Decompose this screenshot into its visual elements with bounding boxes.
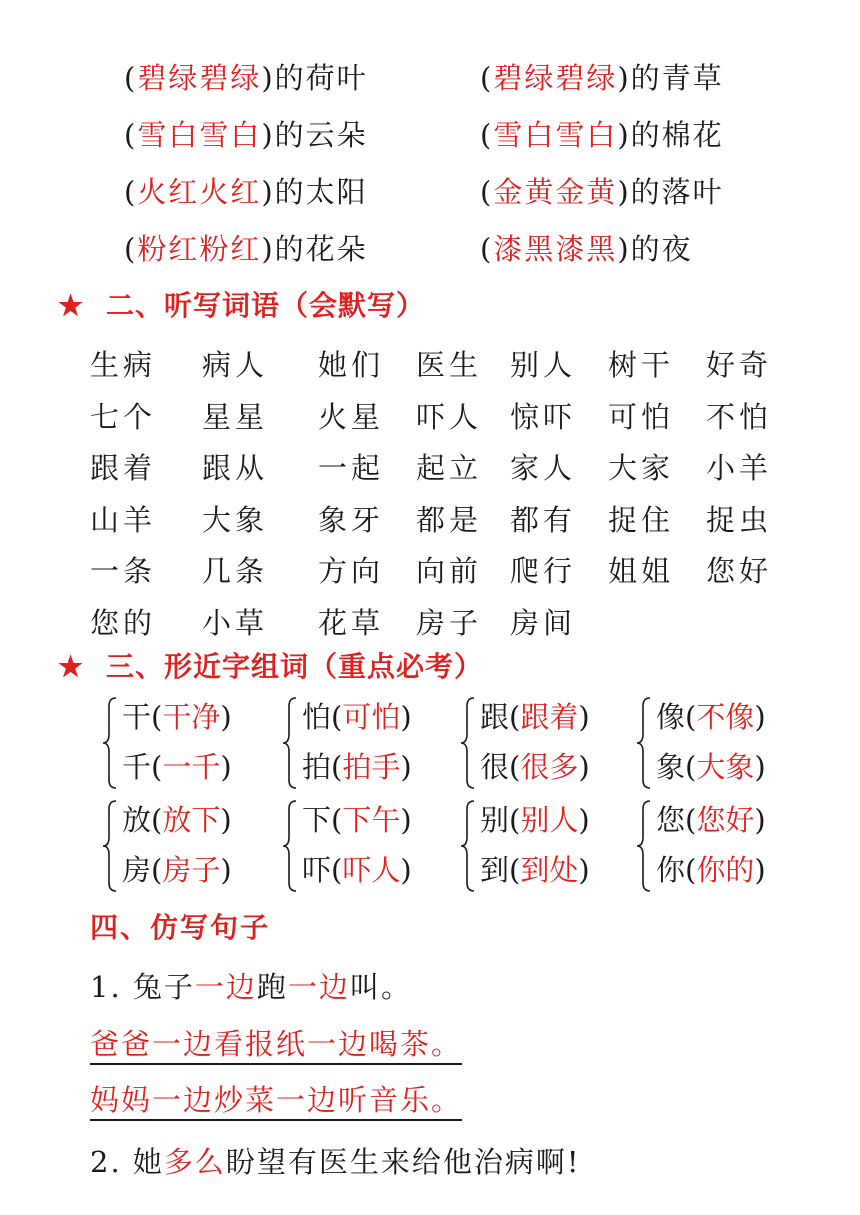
paren-open: ( (151, 700, 163, 734)
section-3-title: 三、形近字组词（重点必考） (106, 650, 484, 683)
phrase-answer: 火红火红 (137, 175, 262, 209)
dictation-word: 大家 (608, 451, 675, 486)
brace-icon (102, 799, 118, 893)
pair-line (302, 742, 412, 792)
pair-answer-word: 拍手 (342, 750, 401, 784)
phrase-rest: )的夜 (617, 232, 693, 266)
pair-line (656, 795, 766, 845)
phrase-answer: 雪白雪白 (493, 118, 618, 152)
word-row (90, 596, 810, 648)
dictation-word: 房间 (510, 605, 577, 640)
phrase-item (480, 172, 724, 212)
phrase-open: ( (124, 118, 138, 152)
word-row (90, 493, 810, 545)
word-row (90, 544, 810, 596)
word-row (90, 390, 810, 442)
pair-answer-word: 你的 (696, 853, 755, 887)
answer-line-1 (90, 1022, 462, 1063)
dictation-word: 小羊 (706, 451, 773, 486)
sentence-text: 她 (132, 1145, 164, 1179)
phrase-open: ( (124, 175, 138, 209)
example-sentence-2 (90, 1140, 581, 1181)
dictation-word: 星星 (202, 399, 269, 434)
sentence-text: 盼望有医生来给他治病啊! (225, 1145, 581, 1179)
pair-character: 到 (480, 853, 510, 887)
dictation-word: 树干 (608, 348, 675, 383)
brace-icon (102, 696, 118, 790)
pair-character: 像 (656, 700, 686, 734)
phrase-open: ( (480, 232, 494, 266)
pair-character: 房 (122, 853, 152, 887)
phrase-open: ( (124, 61, 138, 95)
word-row (90, 338, 810, 390)
answer-line-2 (90, 1078, 462, 1119)
dictation-word: 一条 (90, 554, 157, 589)
paren-open: ( (509, 750, 521, 784)
phrase-item (480, 115, 724, 155)
pair-character: 象 (656, 750, 686, 784)
paren-open: ( (331, 803, 343, 837)
brace-icon (636, 799, 652, 893)
phrase-answer: 粉红粉红 (137, 232, 262, 266)
phrase-rest: )的落叶 (617, 175, 724, 209)
paren-close: ) (754, 700, 766, 734)
phrase-item (480, 229, 693, 269)
paren-close: ) (578, 700, 590, 734)
paren-close: ) (754, 853, 766, 887)
dictation-word: 一起 (318, 451, 385, 486)
dictation-word: 吓人 (416, 399, 483, 434)
dictation-word: 别人 (510, 348, 577, 383)
paren-open: ( (509, 803, 521, 837)
word-row (90, 441, 810, 493)
dictation-word: 捉住 (608, 502, 675, 537)
pair-line (302, 692, 412, 742)
pair-line (122, 845, 232, 895)
pair-line (122, 795, 232, 845)
dictation-word: 几条 (202, 554, 269, 589)
pair-line (480, 742, 590, 792)
dictation-word: 火星 (318, 399, 385, 434)
paren-open: ( (685, 853, 697, 887)
phrase-answer: 碧绿碧绿 (137, 61, 262, 95)
brace-icon (460, 696, 476, 790)
pair-character: 干 (122, 700, 152, 734)
sentence-key: 一边 (194, 970, 257, 1004)
sentence-number: 1. (90, 970, 133, 1004)
paren-open: ( (151, 750, 163, 784)
pair-line (302, 795, 412, 845)
phrase-answer: 金黄金黄 (493, 175, 618, 209)
pair-character: 你 (656, 853, 686, 887)
pair-character: 您 (656, 803, 686, 837)
paren-open: ( (509, 853, 521, 887)
pair-character: 拍 (302, 750, 332, 784)
phrase-item (124, 172, 368, 212)
dictation-word: 惊吓 (510, 399, 577, 434)
dictation-word: 方向 (318, 554, 385, 589)
pair-character: 千 (122, 750, 152, 784)
phrase-item (124, 229, 368, 269)
phrase-rest: )的青草 (617, 61, 724, 95)
pair-line (480, 845, 590, 895)
phrase-item (124, 58, 368, 98)
phrase-answer: 碧绿碧绿 (493, 61, 618, 95)
dictation-word: 房子 (416, 605, 483, 640)
dictation-word-grid (90, 338, 810, 647)
paren-close: ) (220, 803, 232, 837)
pair-answer-word: 大象 (696, 750, 755, 784)
dictation-word: 山羊 (90, 502, 157, 537)
pair-answer-word: 可怕 (342, 700, 401, 734)
phrase-item (124, 115, 368, 155)
pair-character: 放 (122, 803, 152, 837)
phrase-open: ( (124, 232, 138, 266)
brace-icon (282, 799, 298, 893)
phrase-item (480, 58, 724, 98)
pair-line (480, 692, 590, 742)
example-sentence-1 (90, 965, 412, 1006)
pair-character: 下 (302, 803, 332, 837)
paren-close: ) (754, 750, 766, 784)
dictation-word: 您的 (90, 605, 157, 640)
dictation-word: 家人 (510, 451, 577, 486)
phrase-rest: )的棉花 (617, 118, 724, 152)
paren-close: ) (578, 853, 590, 887)
paren-open: ( (331, 700, 343, 734)
pair-character: 很 (480, 750, 510, 784)
paren-open: ( (685, 803, 697, 837)
dictation-word: 都是 (416, 502, 483, 537)
pair-answer-word: 放下 (162, 803, 221, 837)
pair-answer-word: 干净 (162, 700, 221, 734)
paren-close: ) (578, 750, 590, 784)
phrase-rest: )的太阳 (261, 175, 368, 209)
answer-text: 爸爸一边看报纸一边喝茶。 (90, 1027, 462, 1065)
pair-answer-word: 不像 (696, 700, 755, 734)
paren-close: ) (400, 853, 412, 887)
phrase-rest: )的云朵 (261, 118, 368, 152)
pair-line (302, 845, 412, 895)
sentence-key: 一边 (287, 970, 350, 1004)
phrase-answer: 漆黑漆黑 (493, 232, 618, 266)
dictation-word: 大象 (202, 502, 269, 537)
dictation-word: 爬行 (510, 554, 577, 589)
section-3-heading (58, 645, 483, 685)
phrase-open: ( (480, 61, 494, 95)
dictation-word: 跟着 (90, 451, 157, 486)
paren-close: ) (400, 803, 412, 837)
pair-character: 吓 (302, 853, 332, 887)
brace-icon (460, 799, 476, 893)
pair-line (480, 795, 590, 845)
pair-answer-word: 跟着 (520, 700, 579, 734)
pair-answer-word: 房子 (162, 853, 221, 887)
pair-character: 跟 (480, 700, 510, 734)
paren-open: ( (685, 750, 697, 784)
phrase-open: ( (480, 118, 494, 152)
brace-icon (636, 696, 652, 790)
paren-close: ) (220, 700, 232, 734)
pair-answer-word: 到处 (520, 853, 579, 887)
paren-close: ) (220, 750, 232, 784)
pair-answer-word: 别人 (520, 803, 579, 837)
sentence-text: 兔子 (132, 970, 195, 1004)
dictation-word: 跟从 (202, 451, 269, 486)
dictation-word: 不怕 (706, 399, 773, 434)
answer-text: 妈妈一边炒菜一边听音乐。 (90, 1083, 462, 1121)
section-2-title: 二、听写词语（会默写） (106, 289, 426, 322)
paren-close: ) (754, 803, 766, 837)
pair-line (656, 742, 766, 792)
phrase-answer: 雪白雪白 (137, 118, 262, 152)
paren-close: ) (220, 853, 232, 887)
dictation-word: 小草 (202, 605, 269, 640)
dictation-word: 病人 (202, 348, 269, 383)
dictation-word: 您好 (706, 554, 773, 589)
pair-answer-word: 很多 (520, 750, 579, 784)
sentence-text: 叫。 (349, 970, 412, 1004)
star-icon: ★ (58, 289, 85, 322)
paren-close: ) (400, 750, 412, 784)
dictation-word: 七个 (90, 399, 157, 434)
dictation-word: 好奇 (706, 348, 773, 383)
pair-answer-word: 一千 (162, 750, 221, 784)
dictation-word: 生病 (90, 348, 157, 383)
pair-character: 怕 (302, 700, 332, 734)
pair-line (122, 742, 232, 792)
pair-answer-word: 下午 (342, 803, 401, 837)
dictation-word: 都有 (510, 502, 577, 537)
dictation-word: 象牙 (318, 502, 385, 537)
paren-close: ) (578, 803, 590, 837)
pair-answer-word: 吓人 (342, 853, 401, 887)
brace-icon (282, 696, 298, 790)
dictation-word: 姐姐 (608, 554, 675, 589)
paren-open: ( (151, 853, 163, 887)
section-2-heading (58, 284, 425, 324)
phrase-open: ( (480, 175, 494, 209)
paren-open: ( (509, 700, 521, 734)
pair-line (122, 692, 232, 742)
phrase-rest: )的荷叶 (261, 61, 368, 95)
pair-line (656, 845, 766, 895)
paren-open: ( (685, 700, 697, 734)
dictation-word: 可怕 (608, 399, 675, 434)
sentence-number: 2. (90, 1145, 133, 1179)
dictation-word: 她们 (318, 348, 385, 383)
pair-answer-word: 您好 (696, 803, 755, 837)
pair-line (656, 692, 766, 742)
dictation-word: 向前 (416, 554, 483, 589)
section-4-title: 四、仿写句子 (90, 911, 271, 944)
dictation-word: 花草 (318, 605, 385, 640)
phrase-rest: )的花朵 (261, 232, 368, 266)
sentence-text: 跑 (256, 970, 288, 1004)
pair-character: 别 (480, 803, 510, 837)
paren-close: ) (400, 700, 412, 734)
paren-open: ( (151, 803, 163, 837)
star-icon: ★ (58, 650, 85, 683)
paren-open: ( (331, 853, 343, 887)
dictation-word: 起立 (416, 451, 483, 486)
dictation-word: 捉虫 (706, 502, 773, 537)
sentence-key: 多么 (163, 1145, 226, 1179)
dictation-word: 医生 (416, 348, 483, 383)
paren-open: ( (331, 750, 343, 784)
